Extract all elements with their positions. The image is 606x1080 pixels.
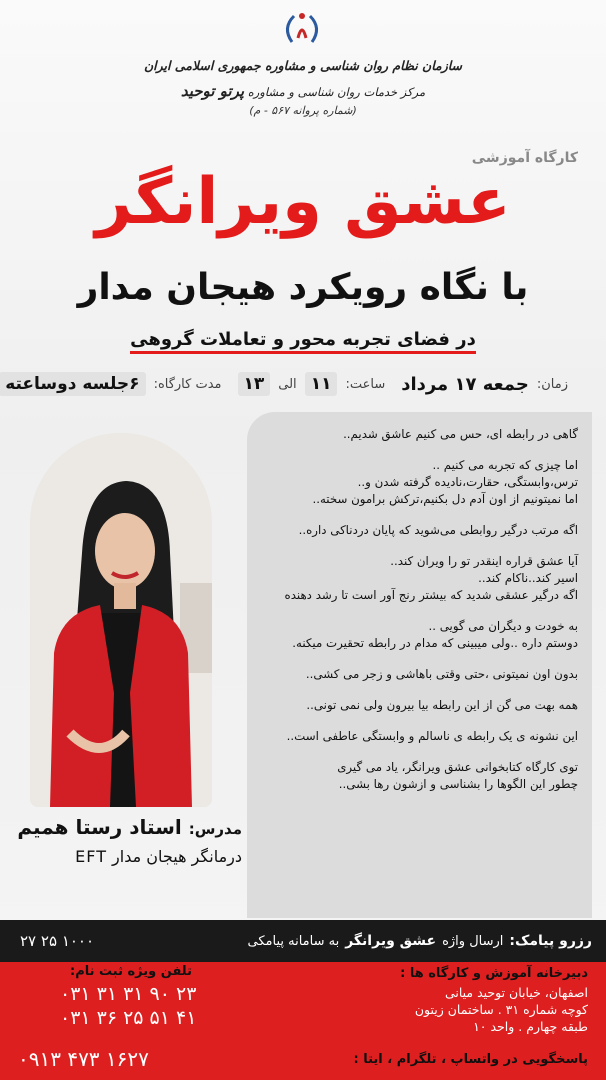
schedule-row xyxy=(5,372,568,396)
instructor-role: درمانگر هیجان مدار EFT xyxy=(75,847,242,866)
description-line: توی کارگاه کتابخوانی عشق ویرانگر، یاد می گیری xyxy=(337,760,578,774)
workshop-title: عشق ویرانگر xyxy=(95,165,511,239)
description-line: اگه مرتب درگیر روابطی می‌شوید که پایان دردناکی داره.. xyxy=(298,523,578,537)
workshop-tagline xyxy=(0,326,606,354)
instructor-name-line xyxy=(12,815,242,839)
description-line: اسیر کند..ناکام کند.. xyxy=(478,571,578,585)
description-line: آیا عشق قراره اینقدر تو را ویران کند.. xyxy=(390,554,578,568)
address-line: کوچه شماره ۳۱ . ساختمان زیتون xyxy=(414,1002,588,1017)
description-line: اما چیزی که تجربه می کنیم .. xyxy=(432,458,578,472)
description-paragraph xyxy=(258,553,578,604)
duration-label: مدت کارگاه: xyxy=(153,376,222,392)
sms-text-2: به سامانه پیامکی xyxy=(247,933,340,949)
description-paragraph xyxy=(258,457,578,508)
description-paragraph xyxy=(258,728,578,745)
org-name: پرتو توحید xyxy=(180,82,245,100)
description-line: ترس،وابستگی، حقارت،نادیده گرفته شدن و.. xyxy=(357,475,578,489)
instructor-name: استاد رستا همیم xyxy=(17,815,182,839)
hours-label: ساعت: xyxy=(345,376,386,392)
description-line: چطور این الگوها را بشناسی و ازشون رها بشی.. xyxy=(338,777,578,791)
description-paragraph xyxy=(258,666,578,683)
description-line: به خودت و دیگران می گویی .. xyxy=(428,619,578,633)
address-title: دبیرخانه آموزش و کارگاه ها : xyxy=(400,966,588,981)
hours-to: ۱۳ xyxy=(238,372,271,396)
instructor-portrait-icon xyxy=(30,433,212,807)
duration-value: ۶جلسه دوساعته xyxy=(0,372,146,396)
org-line-2-prefix: مرکز خدمات روان شناسی و مشاوره xyxy=(247,85,426,99)
messenger-contact-row xyxy=(0,1044,606,1074)
address-line: طبقه چهارم . واحد ۱۰ xyxy=(473,1019,588,1034)
description-paragraph xyxy=(258,618,578,652)
sms-text-1: ارسال واژه xyxy=(442,933,504,949)
messenger-label: پاسخگویی در واتساپ ، تلگرام ، ایتا : xyxy=(353,1051,588,1067)
phone-number[interactable]: ۰۳۱ ۳۱ ۳۱ ۹۰ ۲۳ xyxy=(60,983,197,1005)
description-line: اما نمیتونیم از اون آدم دل بکنیم،ترکش برامون سخته.. xyxy=(312,492,578,506)
sms-reservation-bar xyxy=(0,920,606,962)
hours-from: ۱۱ xyxy=(305,372,338,396)
messenger-number[interactable]: ۰۹۱۳ ۴۷۳ ۱۶۲۷ xyxy=(18,1047,149,1071)
instructor-label: مدرس: xyxy=(188,820,242,838)
org-line-2 xyxy=(0,82,606,100)
sms-keyword: عشق ویرانگر xyxy=(345,933,437,949)
tagline-text: در فضای تجربه محور و تعاملات گروهی xyxy=(130,329,476,354)
address-block xyxy=(298,984,588,1035)
registration-title: تلفن ویژه ثبت نام: xyxy=(70,964,192,979)
description-line: بدون اون نمیتونی ،حتی وقتی باهاشی و زجر می کشی.. xyxy=(305,667,578,681)
org-line-1: سازمان نظام روان شناسی و مشاوره جمهوری اسلامی ایران xyxy=(143,58,463,73)
description-line: گاهی در رابطه ای، حس می کنیم عاشق شدیم.. xyxy=(343,427,578,441)
description-paragraph xyxy=(258,697,578,714)
description-text xyxy=(258,426,578,807)
workshop-kicker: کارگاه آموزشی xyxy=(471,150,578,166)
hours-sep: الی xyxy=(278,376,297,392)
license-number: (شماره پروانه ۵۶۷ - م) xyxy=(249,104,357,117)
description-panel xyxy=(247,412,592,918)
time-value: جمعه ۱۷ مرداد xyxy=(401,373,529,395)
phone-number[interactable]: ۰۳۱ ۳۶ ۲۵ ۵۱ ۴۱ xyxy=(60,1007,197,1029)
sms-number: ۱۰۰۰ ۲۵ ۲۷ xyxy=(20,932,95,950)
instructor-photo xyxy=(30,433,212,807)
description-paragraph xyxy=(258,759,578,793)
organization-logo-icon xyxy=(272,8,332,48)
description-paragraph xyxy=(258,426,578,443)
registration-phones xyxy=(60,982,220,1030)
description-line: همه بهت می گن از این رابطه بیا بیرون ولی نمی تونی.. xyxy=(306,698,578,712)
time-label: زمان: xyxy=(536,376,568,392)
description-paragraph xyxy=(258,522,578,539)
sms-label: رزرو پیامک: xyxy=(509,933,592,949)
address-line: اصفهان، خیابان توحید میانی xyxy=(444,985,588,1000)
description-line: اگه درگیر عشقی شدید که بیشتر رنج آور است تا رشد دهنده xyxy=(284,588,578,602)
description-line: دوستم داره ..ولی میبینی که مدام در رابطه تحقیرت میکنه. xyxy=(292,636,578,650)
description-line: این نشونه ی یک رابطه ی ناسالم و وابستگی عاطفی است.. xyxy=(286,729,578,743)
workshop-subtitle: با نگاه رویکرد هیجان مدار xyxy=(77,267,529,308)
